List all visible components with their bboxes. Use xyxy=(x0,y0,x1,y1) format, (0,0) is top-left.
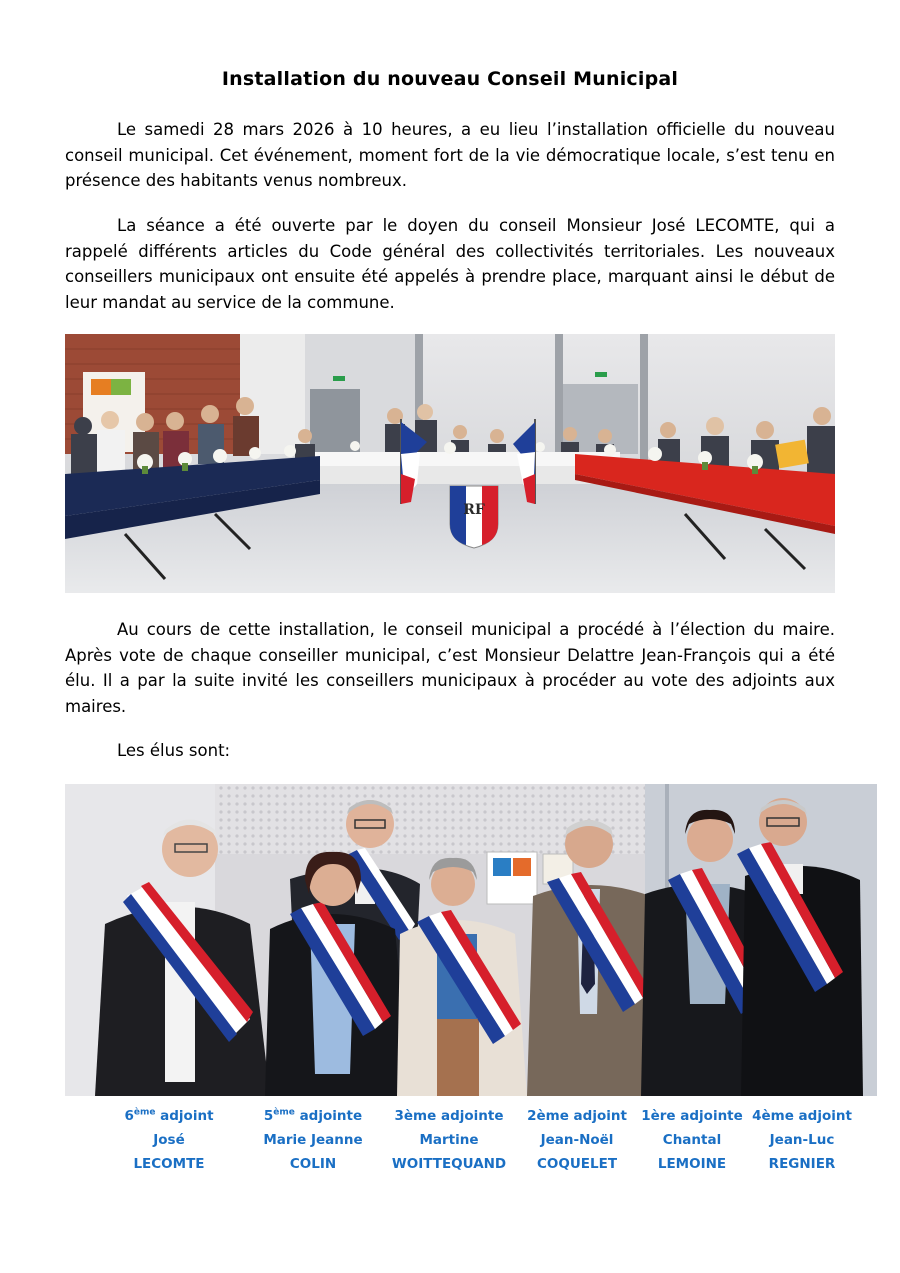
elected-officials-photo xyxy=(65,784,877,1096)
paragraph-elus-intro: Les élus sont: xyxy=(117,741,231,760)
elu-lastname: WOITTEQUAND xyxy=(391,1156,507,1172)
elu-lastname: LECOMTE xyxy=(133,1156,205,1172)
elu-role: 2ème adjoint xyxy=(527,1108,627,1124)
article-title: Installation du nouveau Conseil Municipal xyxy=(221,68,679,90)
elu-caption xyxy=(521,1104,633,1176)
elu-role: 4ème adjoint xyxy=(752,1108,852,1124)
elu-lastname: COQUELET xyxy=(536,1156,618,1172)
elus-captions xyxy=(65,1104,877,1179)
rf-shield-label: RF xyxy=(463,502,485,518)
elu-firstname: José xyxy=(153,1132,185,1148)
elu-role: 3ème adjointe xyxy=(394,1108,504,1124)
elu-firstname: Jean-Luc xyxy=(769,1132,835,1148)
elu-firstname: Martine xyxy=(419,1132,479,1148)
council-meeting-photo xyxy=(65,334,835,593)
elu-caption xyxy=(253,1104,373,1176)
paragraph-opening-session: La séance a été ouverte par le doyen du conseil Monsieur José LECOMTE, qui a rappelé différents articles du Code général des collectivités territoriales. Les nouveaux conseillers municipaux ont ensuite été appelés à prendre place, marquant ainsi le début de leur mandat au service de la commune. xyxy=(65,216,835,312)
elu-role: 6ème adjoint xyxy=(124,1107,214,1124)
elu-caption xyxy=(749,1104,855,1176)
elu-lastname: LEMOINE xyxy=(657,1156,727,1172)
elu-caption xyxy=(637,1104,747,1176)
elu-caption xyxy=(383,1104,515,1176)
elu-firstname: Jean-Noël xyxy=(540,1132,614,1148)
paragraph-intro: Le samedi 28 mars 2026 à 10 heures, a eu lieu l’installation officielle du nouveau conseil municipal. Cet événement, moment fort de la vie démocratique locale, s’est tenu en présence des habitants venus nombreux. xyxy=(65,120,835,190)
elu-firstname: Chantal xyxy=(662,1132,722,1148)
paragraph-mayor-election: Au cours de cette installation, le conseil municipal a procédé à l’élection du maire. Après vote de chaque conseiller municipal, c’est Monsieur Delattre Jean-François qui a été élu. Il a par la suite invité les conseillers municipaux à procéder au vote des adjoints aux maires. xyxy=(65,620,835,716)
elu-lastname: COLIN xyxy=(289,1156,337,1172)
elu-role: 1ère adjointe xyxy=(641,1108,743,1124)
elu-caption xyxy=(111,1104,227,1176)
elu-lastname: REGNIER xyxy=(768,1156,836,1172)
elu-role: 5ème adjointe xyxy=(263,1107,363,1124)
elu-firstname: Marie Jeanne xyxy=(263,1132,363,1148)
